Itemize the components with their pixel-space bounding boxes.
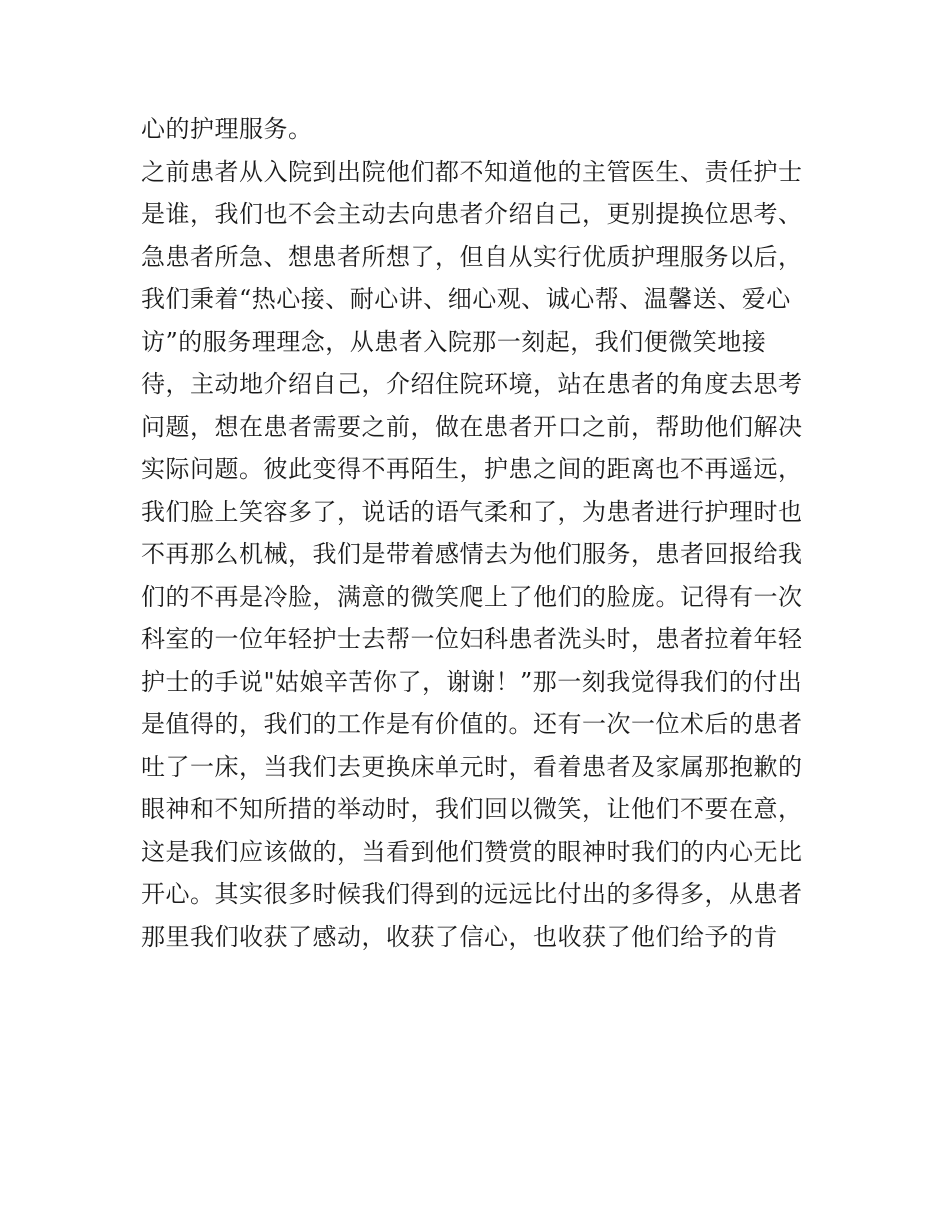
text-line: 那里我们收获了感动，收获了信心，也收获了他们给予的肯: [141, 922, 778, 951]
text-line: 眼神和不知所措的举动时，我们回以微笑，让他们不要在意，: [141, 795, 803, 823]
text-line: 不再那么机械，我们是带着感情去为他们服务，患者回报给我: [141, 540, 803, 568]
text-line: 这是我们应该做的，当看到他们赞赏的眼神时我们的内心无比: [141, 837, 803, 866]
text-line: 我们脸上笑容多了，说话的语气柔和了，为患者进行护理时也: [141, 497, 803, 526]
text-line: 开心。其实很多时候我们得到的远远比付出的多得多，从患者: [141, 880, 803, 908]
text-line: 待，主动地介绍自己，介绍住院环境，站在患者的角度去思考: [141, 370, 803, 398]
text-line: 是谁，我们也不会主动去向患者介绍自己，更别提换位思考、: [141, 200, 803, 228]
text-line: 吐了一床，当我们去更换床单元时，看着患者及家属那抱歉的: [141, 752, 803, 781]
text-line: 们的不再是冷脸，满意的微笑爬上了他们的脸庞。记得有一次: [141, 582, 803, 611]
text-line: 访”的服务理理念，从患者入院那一刻起，我们便微笑地接: [141, 327, 767, 356]
text-line: 急患者所急、想患者所想了，但自从实行优质护理服务以后，: [141, 242, 803, 271]
text-line: 是值得的，我们的工作是有价值的。还有一次一位术后的患者: [141, 710, 803, 738]
body-text: [141, 108, 821, 958]
text-line: 心的护理服务。: [141, 115, 313, 143]
text-line: 我们秉着“热心接、耐心讲、细心观、诚心帮、温馨送、爱心: [141, 285, 791, 313]
text-line: 护士的手说"姑娘辛苦你了，谢谢！”那一刻我觉得我们的付出: [141, 667, 803, 696]
text-line: 科室的一位年轻护士去帮一位妇科患者洗头时，患者拉着年轻: [141, 625, 803, 653]
text-line: 问题，想在患者需要之前，做在患者开口之前，帮助他们解决: [141, 412, 803, 441]
text-line: 之前患者从入院到出院他们都不知道他的主管医生、责任护士: [141, 157, 803, 186]
text-line: 实际问题。彼此变得不再陌生，护患之间的距离也不再遥远，: [141, 455, 803, 483]
